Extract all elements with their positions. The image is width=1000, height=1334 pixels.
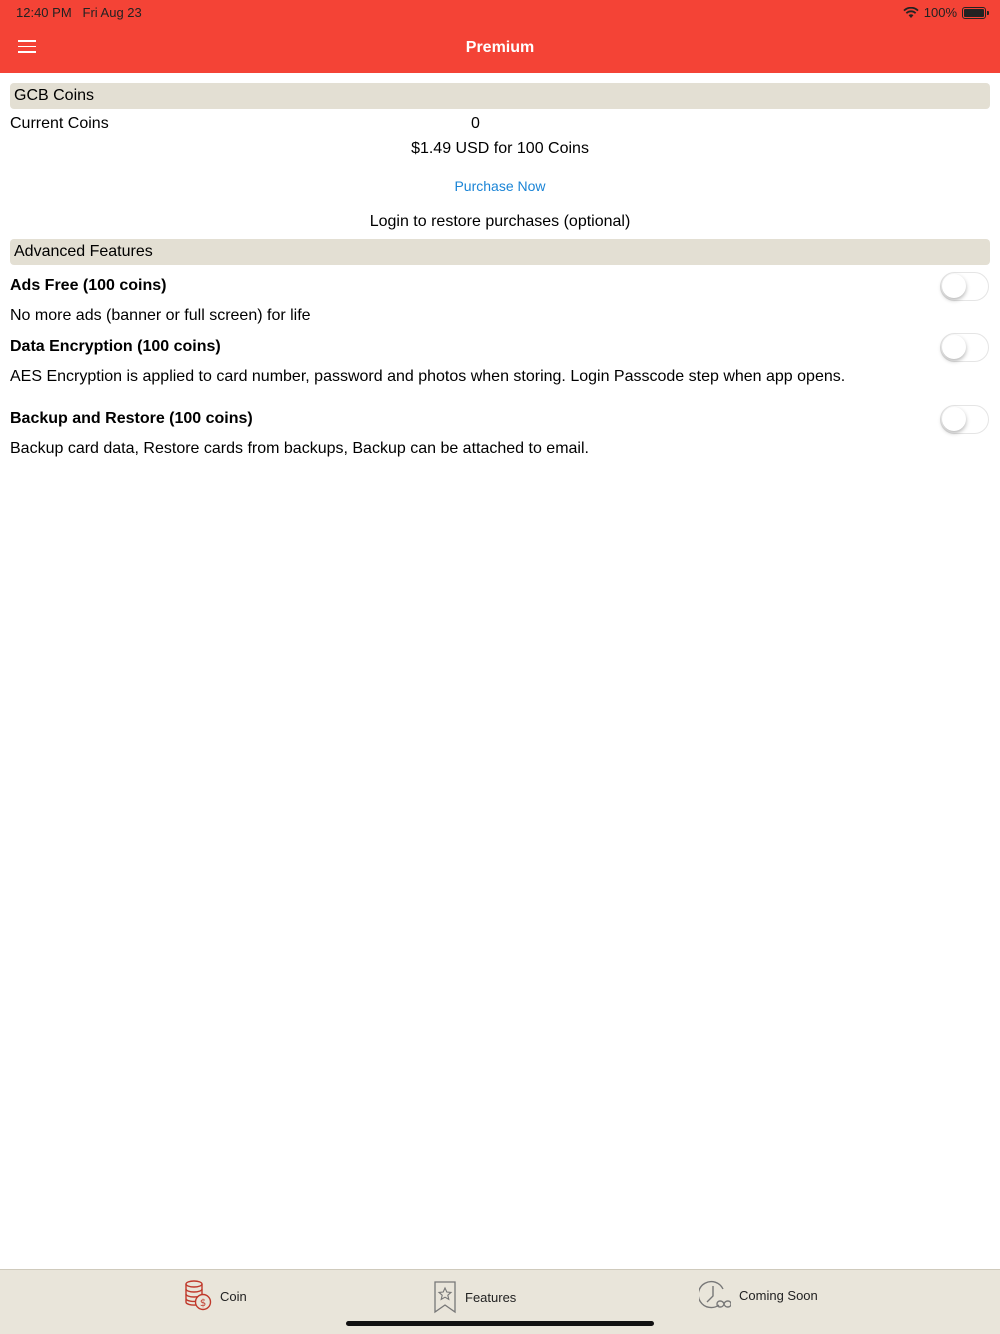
feature-title-encryption: Data Encryption (100 coins) xyxy=(10,338,221,355)
status-time xyxy=(16,5,142,20)
data-encryption-toggle[interactable] xyxy=(940,333,989,362)
login-restore-link[interactable]: Login to restore purchases (optional) xyxy=(369,213,631,230)
feature-title-backup: Backup and Restore (100 coins) xyxy=(10,410,253,427)
coin-price: $1.49 USD for 100 Coins xyxy=(411,140,589,157)
battery-icon xyxy=(962,7,986,19)
tab-features-label: Features xyxy=(465,1289,517,1305)
current-coins-value: 0 xyxy=(471,115,480,132)
star-bookmark-icon xyxy=(433,1280,457,1314)
feature-desc-ads-free: No more ads (banner or full screen) for life xyxy=(10,307,311,324)
tab-coming-soon[interactable] xyxy=(699,1280,818,1310)
tab-features[interactable] xyxy=(433,1280,516,1314)
home-indicator xyxy=(346,1321,654,1326)
tab-coming-soon-label: Coming Soon xyxy=(739,1287,818,1303)
clock-infinity-icon xyxy=(699,1280,731,1310)
tab-coin[interactable] xyxy=(184,1280,247,1312)
section-header-coins: GCB Coins xyxy=(10,83,990,109)
status-date-text: Fri Aug 23 xyxy=(82,5,142,20)
page-title: Premium xyxy=(465,39,535,56)
status-time-text: 12:40 PM xyxy=(16,5,72,20)
battery-percent: 100% xyxy=(923,5,957,20)
coin-stack-icon xyxy=(184,1280,212,1312)
tab-coin-label: Coin xyxy=(220,1288,247,1304)
backup-restore-toggle[interactable] xyxy=(940,405,989,434)
feature-desc-backup: Backup card data, Restore cards from backups, Backup can be attached to email. xyxy=(10,440,589,457)
nav-header xyxy=(0,0,1000,73)
purchase-now-link[interactable]: Purchase Now xyxy=(454,178,546,194)
feature-title-ads-free: Ads Free (100 coins) xyxy=(10,277,167,294)
ads-free-toggle[interactable] xyxy=(940,272,989,301)
current-coins-label: Current Coins xyxy=(10,115,109,132)
feature-desc-encryption: AES Encryption is applied to card number, password and photos when storing. Login Passcode step when app opens. xyxy=(10,368,846,385)
status-right xyxy=(903,5,986,20)
section-header-features: Advanced Features xyxy=(10,239,990,265)
wifi-icon xyxy=(903,7,919,19)
svg-text:$: $ xyxy=(199,1298,207,1309)
